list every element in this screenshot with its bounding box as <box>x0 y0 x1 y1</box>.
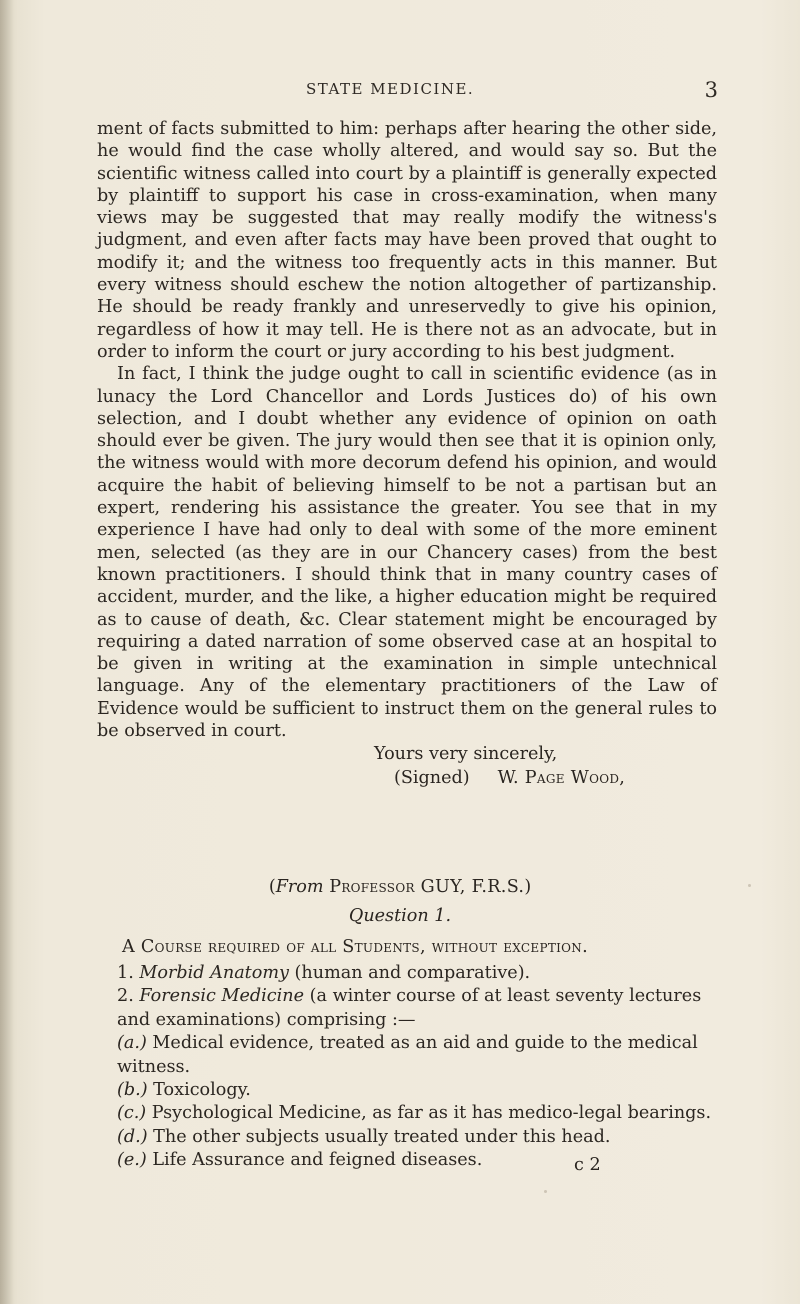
item-title: Morbid Anatomy <box>139 963 289 983</box>
binding-shadow <box>0 0 14 1304</box>
sub-item <box>97 1079 717 1102</box>
list-item <box>97 985 717 1032</box>
paragraph-1: ment of facts submitted to him: perhaps after hearing the other side, he would find the case wholly altered, and would say so. But the scientific witness called into court by a plaintiff is generally expected by plaintiff to support his case in cross-examination, when many views may be suggested that may really modify the witness's judgment, and even after facts may have been proved that ought to modify it; and the witness too frequently acts in this manner. But every witness should eschew the notion altogether of partizanship. He should be ready frankly and unreservedly to give his opinion, regardless of how it may tell. He is there not as an advocate, but in order to inform the court or jury according to his best judgment. <box>97 119 717 362</box>
item-title: Forensic Medicine <box>139 986 305 1007</box>
valediction: Yours very sincerely, <box>374 744 558 764</box>
from-line: (From Professor GUY, F.R.S.) <box>268 877 532 897</box>
sub-item-label: (d.) <box>117 1126 148 1147</box>
course-heading <box>122 937 588 957</box>
sub-item-label: (c.) <box>117 1103 147 1124</box>
page-number: 3 <box>704 78 718 102</box>
running-title: STATE MEDICINE. <box>306 80 475 98</box>
sub-item <box>97 1032 717 1079</box>
list-item <box>97 962 717 985</box>
sub-item-text: Toxicology. <box>147 1080 251 1101</box>
question-heading: Question 1. <box>348 906 452 926</box>
sub-item-text: Medical evidence, treated as an aid and guide to the medical witness. <box>117 1033 698 1077</box>
paragraph-2: In fact, I think the judge ought to call in scientific evidence (as in lunacy the Lord Chancellor and Lords Justices do) of his own selection, and I doubt whether any evidence of opinion on oath should ever be given. The jury would then see that it is opinion only, the witness would with more decorum defend his opinion, and would acquire the habit of believing himself to be not a partisan but an expert, rendering his assistance the greater. You see that in my experience I have had only to deal with some of the more eminent men, selected (as they are in our Chancery cases) from the best known practitioners. I should think that in many country cases of accident, murder, and the like, a higher education might be required as to cause of death, &c. Clear statement might be encouraged by requiring a dated narration of some observed case at an hospital to be given in writing at the examination in simple untechnical language. Any of the elementary practitioners of the Law of Evidence would be sufficient to instruct them on the general rules to be observed in court. <box>97 364 717 742</box>
sub-item-label: (b.) <box>117 1080 148 1101</box>
course-heading-text: A Course required of all Students, without exception. <box>122 937 588 957</box>
sub-item-label: (a.) <box>117 1033 147 1054</box>
sub-item-label: (e.) <box>117 1150 147 1171</box>
item-number: 1. <box>117 963 134 983</box>
paper-speck <box>300 686 304 691</box>
sub-item-text: Psychological Medicine, as far as it has medico-legal bearings. <box>146 1103 712 1124</box>
signed-label: (Signed) <box>394 768 470 788</box>
course-list <box>97 962 717 1173</box>
letter-body <box>97 118 717 742</box>
running-head <box>0 80 800 104</box>
item-text: (a winter course of at least seventy lectures and examinations) comprising :— <box>117 986 702 1030</box>
signer-name: W. Page Wood, <box>497 768 626 788</box>
item-text: (human and comparative). <box>288 963 531 983</box>
sub-item-text: The other subjects usually treated under this head. <box>147 1126 611 1147</box>
from-label: From <box>275 877 324 897</box>
sub-item-text: Life Assurance and feigned diseases. <box>146 1150 483 1171</box>
signature-mark: c 2 <box>574 1155 601 1175</box>
from-name: Professor GUY, F.R.S. <box>329 877 525 897</box>
paper-speck <box>748 884 751 887</box>
paper-speck <box>544 1190 547 1193</box>
sub-item <box>97 1149 717 1172</box>
signature-line <box>394 768 625 788</box>
item-number: 2. <box>117 986 134 1007</box>
sub-item <box>97 1102 717 1125</box>
sub-item <box>97 1126 717 1149</box>
